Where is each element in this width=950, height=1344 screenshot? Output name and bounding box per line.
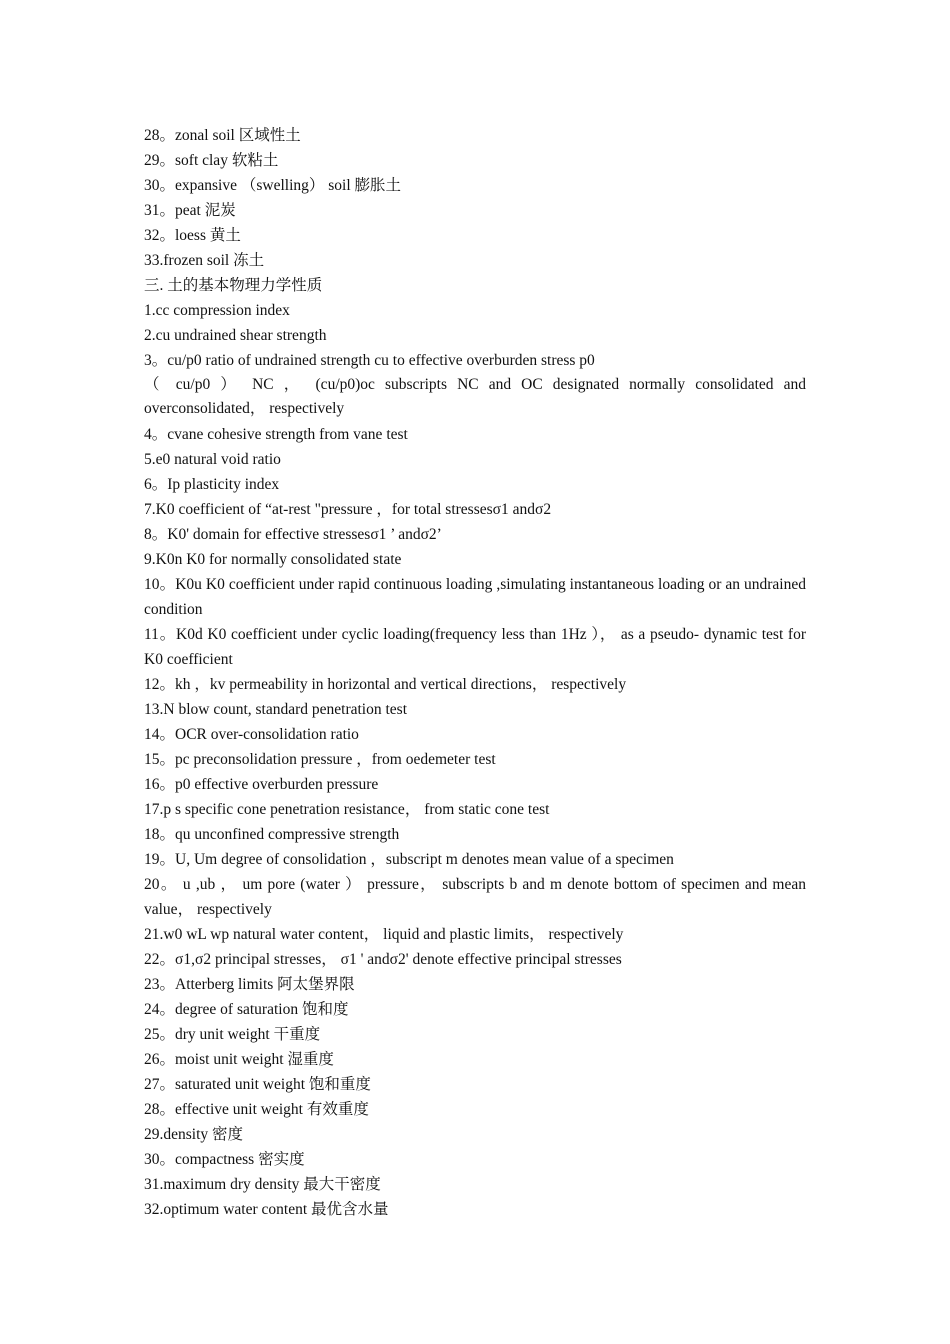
text-line: 28。zonal soil 区域性土 [144, 127, 301, 144]
text-line: 23。Atterberg limits 阿太堡界限 [144, 976, 355, 993]
text-line: 12。kh ，kv permeability in horizontal and vertical directions， respectively [144, 676, 627, 693]
text-line: 25。dry unit weight 干重度 [144, 1026, 321, 1043]
text-line: 31。peat 泥炭 [144, 202, 236, 219]
text-line: 24。degree of saturation 饱和度 [144, 1001, 349, 1018]
text-line: 28。effective unit weight 有效重度 [144, 1101, 369, 1118]
text-line: 6。Ip plasticity index [144, 476, 280, 493]
text-paragraph: （ cu/p0 ） NC ， (cu/p0)oc subscripts NC and OC designated normally consolidated and overconsolidated， respectively [144, 376, 806, 417]
text-line: 16。p0 effective overburden pressure [144, 776, 379, 793]
text-paragraph: 20。 u ,ub ， um pore (water ） pressure， subscripts b and m denote bottom of specimen and mean value， respectively [144, 876, 806, 918]
text-line: 9.K0n K0 for normally consolidated state [144, 551, 402, 568]
text-line: 30。compactness 密实度 [144, 1151, 305, 1168]
text-paragraph: 10。K0u K0 coefficient under rapid continuous loading ,simulating instantaneous loading or an undrained condition [144, 576, 806, 618]
text-line: 27。saturated unit weight 饱和重度 [144, 1076, 371, 1093]
text-line: 32.optimum water content 最优含水量 [144, 1201, 389, 1218]
text-line: 19。U, Um degree of consolidation ，subscript m denotes mean value of a specimen [144, 851, 674, 868]
text-line: 31.maximum dry density 最大干密度 [144, 1176, 381, 1193]
text-line: 30。expansive （swelling） soil 膨胀土 [144, 177, 402, 194]
text-line: 4。cvane cohesive strength from vane test [144, 426, 408, 443]
text-line: 26。moist unit weight 湿重度 [144, 1051, 334, 1068]
text-line: 3。cu/p0 ratio of undrained strength cu to effective overburden stress p0 [144, 352, 595, 369]
document-page [144, 123, 806, 1222]
text-line: 21.w0 wL wp natural water content， liquid and plastic limits， respectively [144, 926, 624, 943]
text-line: 29.density 密度 [144, 1126, 244, 1143]
text-line: 32。loess 黄土 [144, 227, 241, 244]
text-line: 1.cc compression index [144, 302, 290, 319]
text-line: 13.N blow count, standard penetration test [144, 701, 408, 718]
text-line: 8。K0' domain for effective stressesσ1 ’ andσ2’ [144, 526, 442, 543]
text-line: 17.p s specific cone penetration resistance， from static cone test [144, 801, 550, 818]
text-line: 33.frozen soil 冻土 [144, 252, 265, 269]
text-line: 5.e0 natural void ratio [144, 451, 281, 468]
text-line: 2.cu undrained shear strength [144, 327, 327, 344]
text-line: 14。OCR over-consolidation ratio [144, 726, 359, 743]
section-heading: 三. 土的基本物理力学性质 [144, 277, 323, 294]
text-line: 18。qu unconfined compressive strength [144, 826, 400, 843]
text-line: 22。σ1,σ2 principal stresses， σ1 ' andσ2' denote effective principal stresses [144, 951, 622, 968]
text-paragraph: 11。K0d K0 coefficient under cyclic loading(frequency less than 1Hz ）， as a pseudo- dynamic test for K0 coefficient [144, 626, 806, 668]
text-line: 29。soft clay 软粘土 [144, 152, 279, 169]
text-line: 7.K0 coefficient of “at-rest "pressure ，for total stressesσ1 andσ2 [144, 501, 552, 518]
text-line: 15。pc preconsolidation pressure ，from oedemeter test [144, 751, 496, 768]
